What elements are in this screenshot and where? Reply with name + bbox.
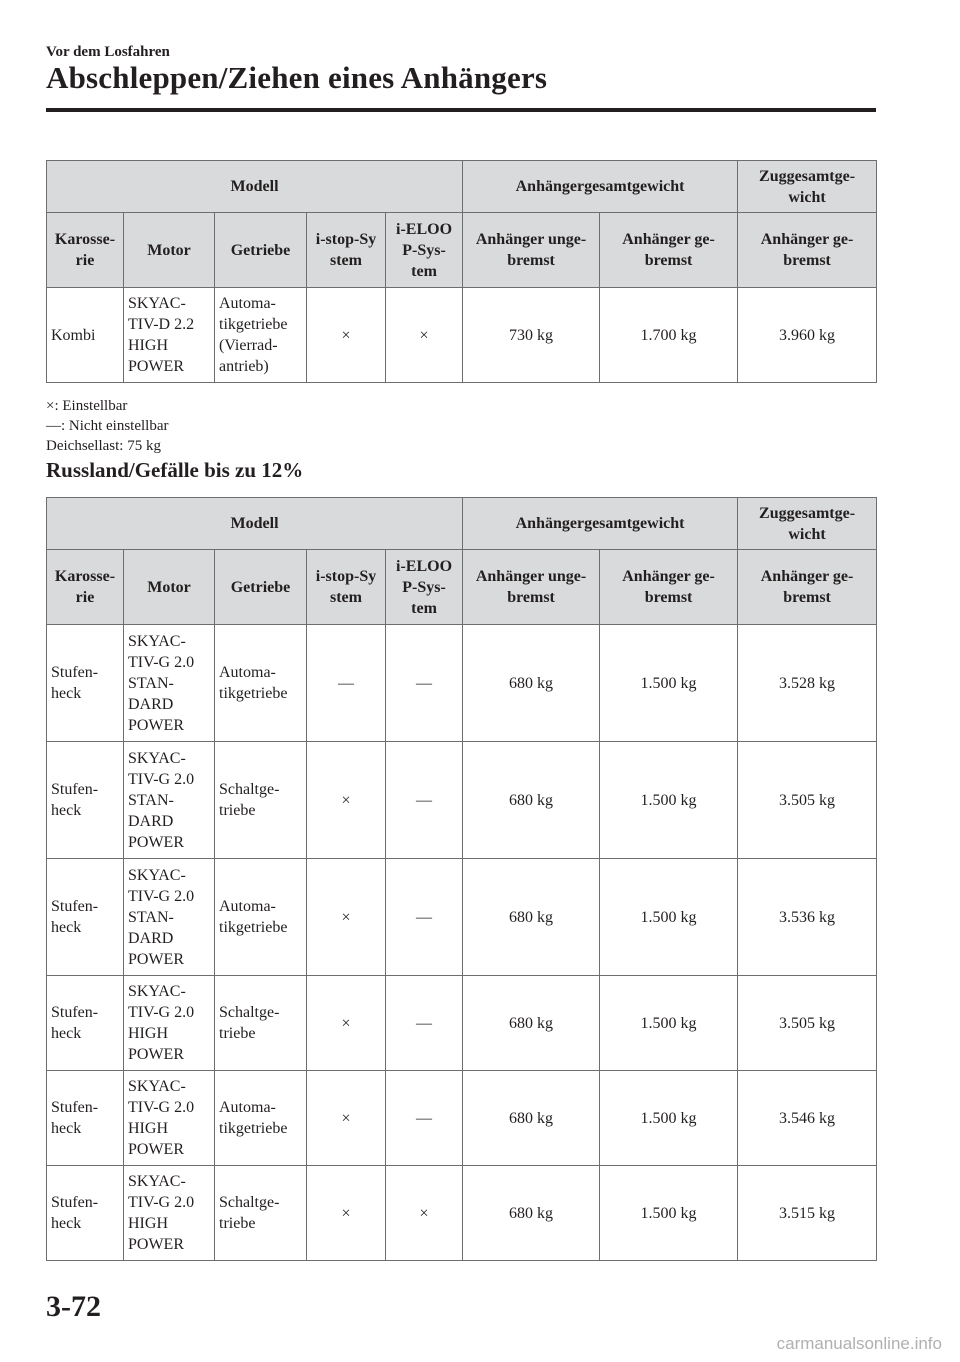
header-unbraked: Anhänger unge- bremst [463, 213, 600, 288]
cell-ieloop: — [386, 976, 463, 1071]
towing-table-1 [46, 160, 877, 383]
cell-ieloop: — [386, 1071, 463, 1166]
cell-braked: 1.500 kg [600, 742, 738, 859]
cell-ieloop: — [386, 859, 463, 976]
header-istop: i-stop-Sy stem [307, 213, 386, 288]
cell-braked: 1.500 kg [600, 859, 738, 976]
cell-combined: 3.505 kg [738, 976, 877, 1071]
cell-braked: 1.500 kg [600, 625, 738, 742]
cell-transmission: Automa- tikgetriebe [215, 859, 307, 976]
cell-body: Stufen- heck [47, 859, 124, 976]
cell-body: Kombi [47, 288, 124, 383]
cell-unbraked: 680 kg [463, 1071, 600, 1166]
cell-transmission: Automa- tikgetriebe [215, 625, 307, 742]
header-combined-weight: Zuggesamtge- wicht [738, 161, 877, 213]
table-row [47, 1166, 877, 1261]
page-title: Abschleppen/Ziehen eines Anhängers [46, 60, 548, 95]
note-not-settable: —: Nicht einstellbar [46, 418, 169, 434]
cell-transmission: Schaltge- triebe [215, 1166, 307, 1261]
header-transmission: Getriebe [215, 550, 307, 625]
header-row-top [47, 498, 877, 550]
cell-istop: × [307, 976, 386, 1071]
cell-braked: 1.500 kg [600, 1166, 738, 1261]
cell-ieloop: — [386, 742, 463, 859]
cell-braked: 1.500 kg [600, 1071, 738, 1166]
section-label: Vor dem Losfahren [46, 44, 170, 60]
cell-engine: SKYAC- TIV-D 2.2 HIGH POWER [124, 288, 215, 383]
cell-combined: 3.546 kg [738, 1071, 877, 1166]
cell-combined: 3.515 kg [738, 1166, 877, 1261]
header-braked-combined: Anhänger ge- bremst [738, 550, 877, 625]
note-tongue-load: Deichsellast: 75 kg [46, 438, 161, 454]
cell-unbraked: 680 kg [463, 625, 600, 742]
cell-combined: 3.536 kg [738, 859, 877, 976]
cell-unbraked: 680 kg [463, 742, 600, 859]
header-transmission: Getriebe [215, 213, 307, 288]
header-body: Karosse- rie [47, 550, 124, 625]
cell-combined: 3.505 kg [738, 742, 877, 859]
cell-engine: SKYAC- TIV-G 2.0 HIGH POWER [124, 1071, 215, 1166]
cell-braked: 1.500 kg [600, 976, 738, 1071]
header-braked: Anhänger ge- bremst [600, 213, 738, 288]
cell-istop: × [307, 859, 386, 976]
header-trailer-weight: Anhängergesamtgewicht [463, 161, 738, 213]
cell-ieloop: — [386, 625, 463, 742]
title-rule [46, 108, 876, 112]
cell-body: Stufen- heck [47, 625, 124, 742]
header-unbraked: Anhänger unge- bremst [463, 550, 600, 625]
table-row [47, 742, 877, 859]
cell-unbraked: 730 kg [463, 288, 600, 383]
header-row-top [47, 161, 877, 213]
cell-istop: × [307, 742, 386, 859]
table-row [47, 859, 877, 976]
cell-unbraked: 680 kg [463, 976, 600, 1071]
cell-istop: — [307, 625, 386, 742]
watermark[interactable]: carmanualsonline.info [776, 1334, 942, 1353]
header-braked-combined: Anhänger ge- bremst [738, 213, 877, 288]
cell-body: Stufen- heck [47, 976, 124, 1071]
cell-body: Stufen- heck [47, 742, 124, 859]
header-row-sub [47, 213, 877, 288]
cell-transmission: Schaltge- triebe [215, 742, 307, 859]
cell-engine: SKYAC- TIV-G 2.0 STAN- DARD POWER [124, 742, 215, 859]
legend-notes [46, 396, 168, 456]
cell-unbraked: 680 kg [463, 1166, 600, 1261]
cell-braked: 1.700 kg [600, 288, 738, 383]
header-engine: Motor [124, 213, 215, 288]
cell-engine: SKYAC- TIV-G 2.0 STAN- DARD POWER [124, 625, 215, 742]
header-combined-weight: Zuggesamtge- wicht [738, 498, 877, 550]
cell-unbraked: 680 kg [463, 859, 600, 976]
header-engine: Motor [124, 550, 215, 625]
cell-engine: SKYAC- TIV-G 2.0 STAN- DARD POWER [124, 859, 215, 976]
header-braked: Anhänger ge- bremst [600, 550, 738, 625]
header-model: Modell [47, 498, 463, 550]
cell-engine: SKYAC- TIV-G 2.0 HIGH POWER [124, 1166, 215, 1261]
table-row [47, 625, 877, 742]
cell-body: Stufen- heck [47, 1071, 124, 1166]
cell-istop: × [307, 288, 386, 383]
cell-transmission: Automa- tikgetriebe [215, 1071, 307, 1166]
header-model: Modell [47, 161, 463, 213]
cell-combined: 3.528 kg [738, 625, 877, 742]
cell-ieloop: × [386, 1166, 463, 1261]
towing-table-2 [46, 497, 877, 1261]
header-ieloop: i-ELOO P-Sys- tem [386, 213, 463, 288]
note-settable: ×: Einstellbar [46, 398, 128, 414]
table-row [47, 1071, 877, 1166]
header-ieloop: i-ELOO P-Sys- tem [386, 550, 463, 625]
cell-transmission: Schaltge- triebe [215, 976, 307, 1071]
header-trailer-weight: Anhängergesamtgewicht [463, 498, 738, 550]
header-row-sub [47, 550, 877, 625]
cell-ieloop: × [386, 288, 463, 383]
cell-istop: × [307, 1071, 386, 1166]
cell-engine: SKYAC- TIV-G 2.0 HIGH POWER [124, 976, 215, 1071]
header-istop: i-stop-Sy stem [307, 550, 386, 625]
cell-transmission: Automa- tikgetriebe (Vierrad- antrieb) [215, 288, 307, 383]
section-heading-russia: Russland/Gefälle bis zu 12% [46, 458, 304, 482]
page-number: 3-72 [46, 1290, 101, 1323]
cell-combined: 3.960 kg [738, 288, 877, 383]
cell-istop: × [307, 1166, 386, 1261]
header-body: Karosse- rie [47, 213, 124, 288]
cell-body: Stufen- heck [47, 1166, 124, 1261]
table-row [47, 288, 877, 383]
table-row [47, 976, 877, 1071]
